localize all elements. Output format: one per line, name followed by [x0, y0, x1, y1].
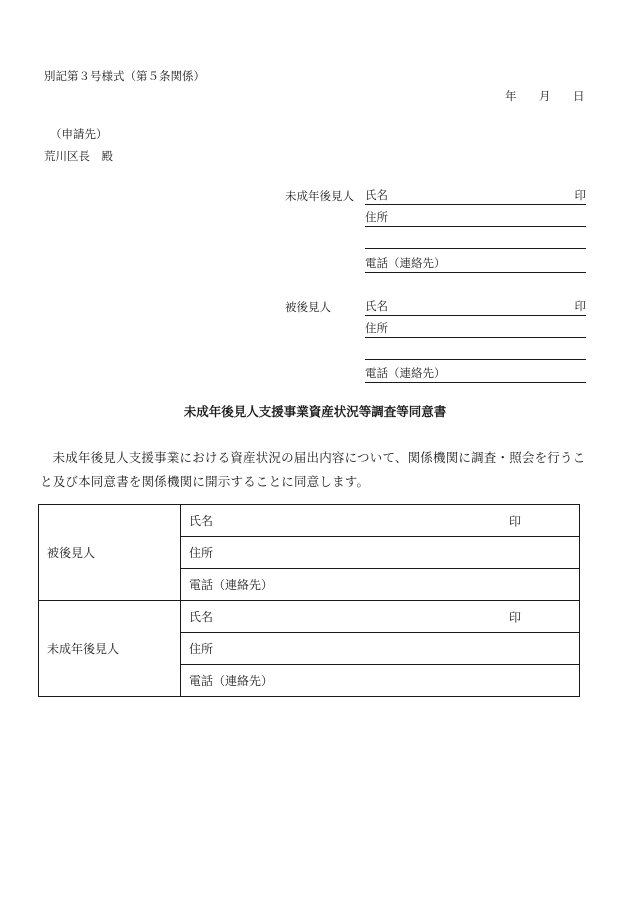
address-label: 住所: [365, 210, 388, 224]
address-label: 住所: [365, 321, 388, 335]
signatory-ward-label: 被後見人: [285, 300, 331, 314]
name-label: 氏名: [189, 610, 214, 624]
document-title: 未成年後見人支援事業資産状況等調査等同意書: [183, 404, 447, 419]
date-row: [505, 88, 585, 104]
guardian-name-cell[interactable]: [181, 601, 580, 633]
consent-table: [38, 504, 580, 697]
signatory-ward-address-line2[interactable]: [365, 343, 586, 360]
phone-label: 電話（連絡先）: [365, 256, 446, 270]
guardian-address-cell[interactable]: [181, 633, 580, 665]
form-number: 別記第３号様式（第５条関係）: [44, 69, 205, 83]
addressee: 荒川区長 殿: [44, 149, 113, 163]
signatory-ward-name-field[interactable]: [365, 299, 586, 316]
signatory-guardian-name-field[interactable]: [365, 188, 586, 205]
party-cell-guardian: 未成年後見人: [39, 601, 181, 697]
party-cell-ward: 被後見人: [39, 505, 181, 601]
applicant-to: （申請先）: [50, 127, 108, 141]
date-month[interactable]: 月: [539, 89, 551, 103]
address-label: 住所: [189, 642, 214, 656]
table-row: [39, 601, 580, 633]
ward-name-cell[interactable]: [181, 505, 580, 537]
date-year[interactable]: 年: [505, 89, 517, 103]
signatory-guardian-address-field[interactable]: [365, 210, 586, 227]
signatory-guardian-label: 未成年後見人: [285, 189, 354, 203]
consent-statement: 未成年後見人支援事業における資産状況の届出内容について、関係機関に調査・照会を行うこと及び本同意書を関係機関に開示することに同意します。: [40, 450, 586, 489]
signatory-guardian-address-line2[interactable]: [365, 232, 586, 249]
seal-mark: 印: [509, 514, 522, 528]
ward-phone-cell[interactable]: [181, 569, 580, 601]
signatory-ward-phone-field[interactable]: [365, 366, 586, 383]
name-label: 氏名: [365, 299, 388, 313]
name-label: 氏名: [189, 514, 214, 528]
date-day[interactable]: 日: [573, 89, 585, 103]
phone-label: 電話（連絡先）: [189, 578, 274, 592]
name-label: 氏名: [365, 188, 388, 202]
phone-label: 電話（連絡先）: [365, 366, 446, 380]
seal-mark: 印: [574, 299, 586, 313]
table-row: [39, 505, 580, 537]
guardian-phone-cell[interactable]: [181, 665, 580, 697]
signatory-guardian-phone-field[interactable]: [365, 256, 586, 273]
seal-mark: 印: [574, 188, 586, 202]
seal-mark: 印: [509, 610, 522, 624]
signatory-ward-address-field[interactable]: [365, 321, 586, 338]
phone-label: 電話（連絡先）: [189, 674, 274, 688]
address-label: 住所: [189, 546, 214, 560]
ward-address-cell[interactable]: [181, 537, 580, 569]
